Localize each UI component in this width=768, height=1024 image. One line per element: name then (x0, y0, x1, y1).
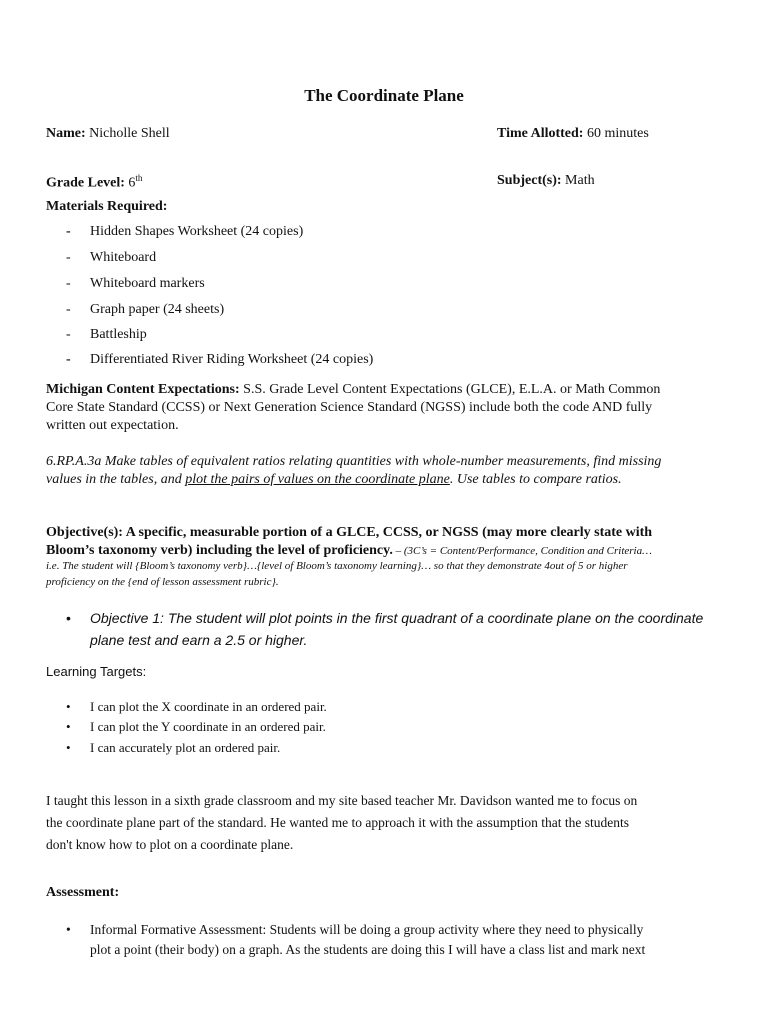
assessment-item: • Informal Formative Assessment: Students will be doing a group activity where they need to physically (66, 922, 644, 937)
standard-line: values in the tables, and plot the pairs of values on the coordinate plane. Use tables to compare ratios. (46, 472, 622, 487)
time-row (497, 126, 649, 142)
subject-value: Math (565, 173, 595, 188)
objectives-heading: Bloom’s taxonomy verb) including the level of proficiency. – (3C’s = Content/Performance, Condition and Criteria… (46, 543, 652, 558)
objectives-note: i.e. The student will {Bloom’s taxonomy verb}…{level of Bloom’s taxonomy learning}… so that they demonstrate 4out of 5 or higher (46, 560, 628, 572)
subject-row (497, 173, 595, 189)
narrative-line: don't know how to plot on a coordinate plane. (46, 837, 294, 852)
learning-target-item: • I can plot the Y coordinate in an ordered pair. (66, 719, 326, 734)
material-item: - Graph paper (24 sheets) (66, 302, 225, 317)
learning-target-item: • I can plot the X coordinate in an ordered pair. (66, 699, 327, 714)
material-item: - Whiteboard markers (66, 276, 205, 291)
learning-targets-label: Learning Targets: (46, 664, 147, 679)
standard-underlined: plot the pairs of values on the coordinate plane (185, 472, 450, 487)
name-value: Nicholle Shell (89, 126, 170, 141)
objectives-note: proficiency on the {end of lesson assessment rubric}. (46, 576, 279, 588)
materials-label: Materials Required: (46, 199, 168, 214)
narrative-line: the coordinate plane part of the standard. He wanted me to approach it with the assumption that the students (46, 815, 629, 830)
expectations-label: Michigan Content Expectations: (46, 382, 240, 397)
assessment-label: Assessment: (46, 885, 120, 900)
subject-label: Subject(s): (497, 173, 562, 188)
expectations-line: Core State Standard (CCSS) or Next Generation Science Standard (NGSS) include both the code AND fully (46, 400, 653, 415)
objective-item-cont: plane test and earn a 2.5 or higher. (90, 632, 308, 648)
learning-target-item: • I can accurately plot an ordered pair. (66, 740, 281, 755)
name-label: Name: (46, 126, 86, 141)
name-row (46, 126, 170, 142)
page-title: The Coordinate Plane (304, 86, 464, 105)
material-item: - Whiteboard (66, 250, 157, 265)
grade-label: Grade Level: (46, 175, 125, 191)
expectations-line: written out expectation. (46, 418, 179, 433)
material-item: - Battleship (66, 327, 147, 342)
standard-line: 6.RP.A.3a Make tables of equivalent ratios relating quantities with whole-number measurements, find missing (46, 454, 662, 469)
grade-value: 6 (128, 175, 136, 191)
expectations-line: Michigan Content Expectations: S.S. Grade Level Content Expectations (GLCE), E.L.A. or Math Common (46, 382, 661, 397)
time-label: Time Allotted: (497, 126, 584, 141)
narrative-line: I taught this lesson in a sixth grade classroom and my site based teacher Mr. Davidson wanted me to focus on (46, 793, 638, 808)
time-value: 60 minutes (586, 126, 649, 141)
objective-item: • Objective 1: The student will plot points in the first quadrant of a coordinate plane on the coordinate (66, 610, 704, 626)
objectives-heading: Objective(s): A specific, measurable portion of a GLCE, CCSS, or NGSS (may more clearly state with (46, 525, 653, 540)
material-item: - Differentiated River Riding Worksheet (24 copies) (66, 352, 374, 367)
grade-suffix: th (135, 173, 143, 183)
grade-row (46, 173, 142, 192)
assessment-item-cont: plot a point (their body) on a graph. As the students are doing this I will have a class list and mark next (90, 942, 646, 957)
material-item: - Hidden Shapes Worksheet (24 copies) (66, 224, 304, 239)
